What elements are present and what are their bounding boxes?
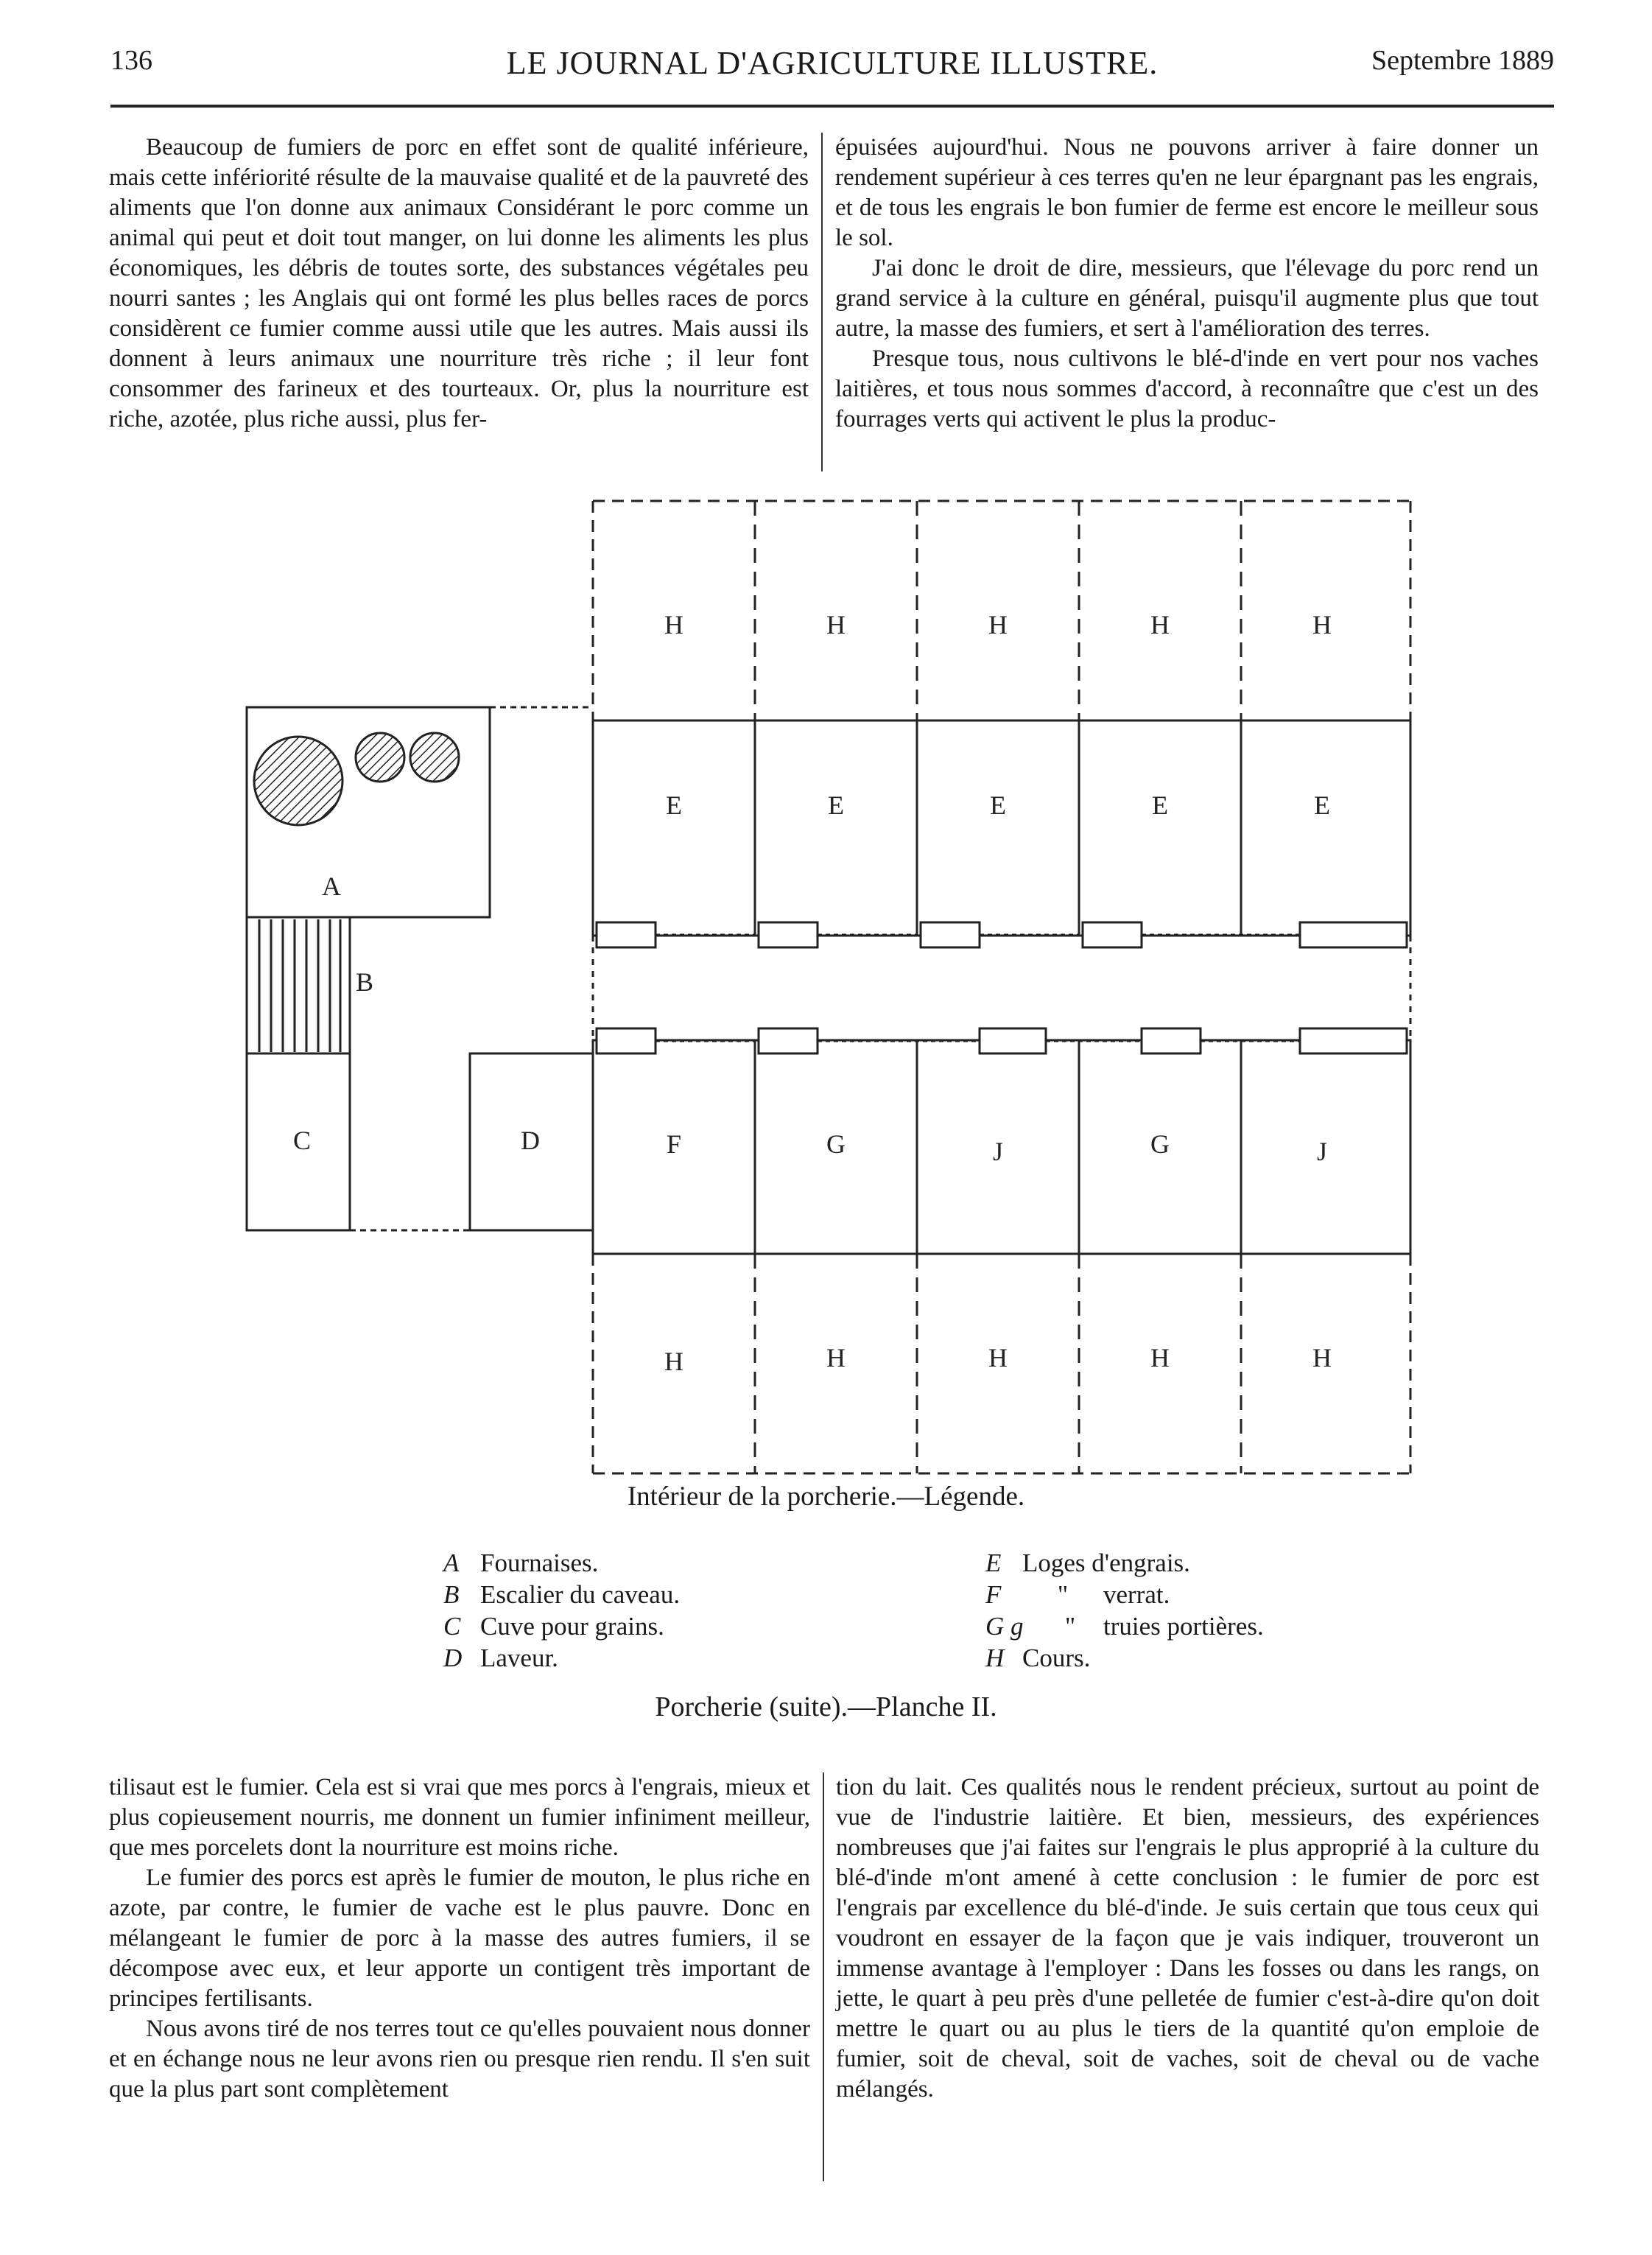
label-loges: E [666,790,682,820]
label-escalier: B [355,967,374,997]
label-cours: H [826,610,846,639]
legend-item [985,1642,1427,1674]
paragraph: Beaucoup de fumiers de porc en effet sont de qualité inférieure, mais cette infériorité résulte de la mauvaise qualité et de la pauvreté des aliments que l'on donne aux animaux Considérant le porc comme un animal qui peut et doit tout manger, on lui donne les aliments les plus économiques, les débris de toutes sorte, des substances végétales peu nourri santes ; les Anglais qui ont formé les plus belles races de porcs considèrent ce fumier comme aussi utile que les autres. Mais aussi ils donnent à leurs animaux une nourriture très riche ; il leur font consommer des farineux et des tourteaux. Or, plus la nourriture est riche, azotée, plus riche aussi, plus fer- [109,134,809,432]
text-column-top-right [835,133,1539,435]
legend-text: Escalier du caveau. [480,1580,681,1609]
legend-item [443,1547,856,1579]
label-cours: H [988,610,1008,639]
label-truies-j: J [992,1137,1004,1166]
label-cours: H [1150,1343,1170,1372]
plate-caption: Porcherie (suite).—Planche II. [655,1691,997,1722]
journal-title: LE JOURNAL D'AGRICULTURE ILLUSTRE. [506,45,1159,81]
legend-key: C [443,1612,461,1641]
text-column-top-left [109,133,809,435]
label-verrat: F [666,1129,682,1159]
legend-text: Laveur. [480,1644,558,1672]
label-truies-g: G [826,1129,846,1159]
legend-item [443,1579,856,1610]
paragraph: Presque tous, nous cultivons le blé-d'inde en vert pour nos vaches laitières, et tous nous sommes d'accord, à reconnaître que c'est un des fourrages verts qui activent le plus la produc- [835,346,1539,432]
legend-item [443,1642,856,1674]
header-rule [110,105,1554,108]
plan-labels [293,610,1332,1376]
ditto-mark: " [1057,1580,1069,1609]
label-truies-g: G [1150,1129,1170,1159]
label-cours: H [1312,1343,1332,1372]
paragraph: J'ai donc le droit de dire, messieurs, que l'élevage du porc rend un grand service à la culture en général, puisqu'il augmente plus que tout autre, la masse des fumiers, et sert à l'amélioration des terres. [835,255,1539,342]
legend-text: truies portières. [1103,1612,1264,1641]
label-loges: E [990,790,1006,820]
label-cours: H [664,1347,683,1376]
legend-item [985,1547,1427,1579]
legend-right [985,1547,1427,1674]
page-number: 136 [110,45,152,76]
label-cours: H [988,1343,1008,1372]
text-column-bottom-right [836,1772,1539,2105]
label-loges: E [1152,790,1168,820]
legend-key: H [985,1644,1005,1672]
floor-plan-figure [221,486,1458,1488]
legend-item [443,1610,856,1642]
legend-text: Fournaises. [480,1549,599,1577]
label-fournaises: A [322,872,341,901]
label-loges: E [1314,790,1330,820]
legend-text: Loges d'engrais. [1022,1549,1190,1577]
column-divider [821,133,823,471]
column-divider [823,1772,824,2181]
label-loges: E [828,790,844,820]
figure-caption: Intérieur de la porcherie.—Légende. [627,1481,1025,1512]
legend-key: F [985,1580,1002,1609]
label-cours: H [1150,610,1170,639]
paragraph: épuisées aujourd'hui. Nous ne pouvons arriver à faire donner un rendement supérieur à ces terres qu'en ne leur épargnant pas les engrais, et de tous les engrais le bon fumier de ferme est encore le meilleur sous le sol. [835,134,1539,251]
label-cours: H [826,1343,846,1372]
ditto-mark: " [1064,1612,1076,1641]
legend-key: B [443,1580,460,1609]
paragraph: Nous avons tiré de nos terres tout ce qu'elles pouvaient nous donner et en échange nous ne leur avons rien ou presque rien rendu. Il s'en suit que la plus part sont complètement [109,2016,810,2103]
legend-item [985,1579,1427,1610]
label-cours: H [664,610,683,639]
legend-key: D [443,1644,463,1672]
issue-date: Septembre 1889 [1371,45,1554,76]
paragraph: tilisaut est le fumier. Cela est si vrai que mes porcs à l'engrais, mieux et plus copieusement nourris, me donnent un fumier infiniment meilleur, que mes porcelets dont la nourriture est moins riche. [109,1774,810,1861]
legend-key: E [985,1549,1002,1577]
text-column-bottom-left [109,1772,810,2105]
label-cuve: C [292,1126,312,1155]
paragraph: tion du lait. Ces qualités nous le rendent précieux, surtout au point de vue de l'industrie laitière. Et bien, messieurs, des expériences nombreuses que j'ai faites sur l'engrais le plus approprié à la culture du blé-d'inde m'ont amené à cette conclusion : le fumier de porc est l'engrais par excellence du blé-d'inde. Je suis certain que tous ceux qui voudront en essayer de la façon que je vais indiquer, trouveront un immense avantage à l'employer : Dans les fosses ou dans les rangs, on jette, le quart à peu près d'une pelletée de fumier c'est-à-dire qu'on doit mettre le quart ou au plus le tiers de la quantité qu'on emploie de fumier, soit de cheval, soit de vaches, soit de cheval ou de vache mélangés. [836,1774,1539,2103]
floor-plan-drawing [221,486,1458,1488]
legend-key: G g [985,1612,1024,1641]
legend-text: verrat. [1103,1580,1170,1609]
label-cours: H [1312,610,1332,639]
label-laveur: D [521,1126,540,1155]
paragraph: Le fumier des porcs est après le fumier de mouton, le plus riche en azote, par contre, le fumier de vache est le plus pauvre. Donc en mélangeant le fumier de porc à la masse des autres fumiers, il se décompose avec eux, et leur apporte un contigent très important de principes fertilisants. [109,1865,810,2012]
legend-key: A [443,1549,460,1577]
legend-text: Cours. [1022,1644,1091,1672]
page-header [110,44,1554,88]
legend-text: Cuve pour grains. [480,1612,664,1641]
label-truies-j: J [1316,1137,1328,1166]
legend-item [985,1610,1427,1642]
legend-left [443,1547,856,1674]
